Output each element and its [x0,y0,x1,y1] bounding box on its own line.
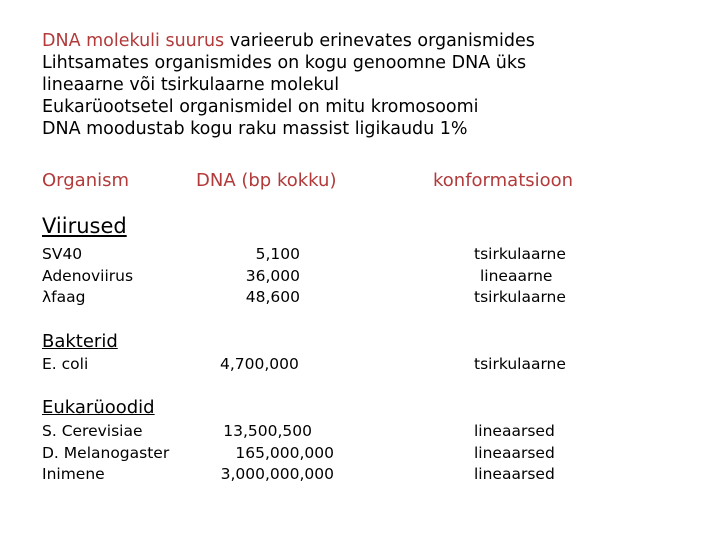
conformation-value: lineaarsed [474,443,555,462]
intro-line-1: DNA molekuli suurus varieerub erinevates organismides [42,31,535,51]
conformation-value: tsirkulaarne [474,288,566,306]
dna-value: 3,000,000,000 [220,465,334,483]
organism-name: Adenoviirus [42,266,134,285]
header-organism: Organism [42,170,130,191]
organism-name: D. Melanogaster [42,443,170,462]
header-dna: DNA (bp kokku) [196,170,337,191]
eukaryotes-organism-column [42,421,169,486]
dna-value: 165,000,000 [235,443,334,462]
intro-text [42,30,535,140]
organism-name: E. coli [42,355,89,373]
intro-line-4: Eukarüootsetel organismidel on mitu kromosoomi [42,97,479,117]
intro-line-3: lineaarne või tsirkulaarne molekul [42,75,340,95]
section-title-bacteria: Bakterid [42,331,118,352]
dna-value: 36,000 [245,266,300,285]
organism-name: SV40 [42,245,83,263]
eukaryotes-conformation-column [474,421,555,486]
dna-value: 5,100 [255,245,300,263]
section-title-viruses: Viirused [42,214,127,238]
dna-value: 4,700,000 [220,355,299,373]
intro-line-2: Lihtsamates organismides on kogu genoomne DNA üks [42,53,527,73]
intro-highlight: DNA molekuli suurus [42,31,225,51]
conformation-value: lineaarsed [474,465,555,483]
dna-value: 48,600 [245,288,300,306]
viruses-dna-column [200,244,300,309]
conformation-value: lineaarne [480,266,553,285]
dna-value: 13,500,500 [223,422,312,440]
organism-name: λfaag [42,288,86,306]
organism-name: S. Cerevisiae [42,422,143,440]
intro-line-5: DNA moodustab kogu raku massist ligikaudu 1% [42,119,468,139]
viruses-conformation-column [474,244,566,309]
section-title-eukaryotes: Eukarüoodid [42,397,155,418]
conformation-value: lineaarsed [474,422,555,440]
viruses-organism-column [42,244,133,309]
header-conformation: konformatsioon [433,170,574,191]
eukaryotes-dna-column [196,421,334,486]
conformation-value: tsirkulaarne [474,355,566,373]
conformation-value: tsirkulaarne [474,245,566,263]
organism-name: Inimene [42,465,105,483]
